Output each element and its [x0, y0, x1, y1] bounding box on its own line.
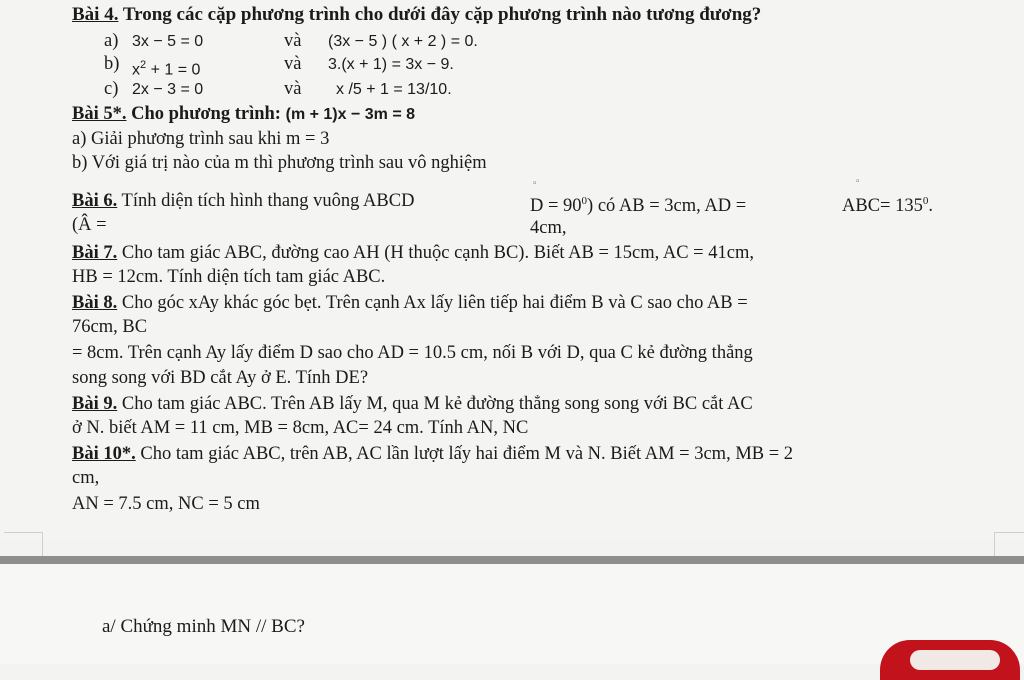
b6-d-angle: [530, 190, 746, 217]
b6-number: Bài 6.: [72, 191, 118, 211]
b7-number: Bài 7.: [72, 243, 118, 263]
b6-d-rest: ) có AB = 3cm, AD =: [587, 196, 747, 217]
b4-b-and: và: [284, 54, 302, 74]
b6-line2-left: (Â =: [72, 215, 107, 235]
angle-mark-icon: ▫: [856, 176, 860, 187]
page-divider: [0, 556, 1024, 564]
b4-c-and: và: [284, 79, 302, 99]
b4-b-eq1: [132, 54, 200, 81]
b4-c-eq2: x /5 + 1 = 13/10.: [336, 81, 452, 98]
b4-b-label: b): [104, 54, 120, 74]
b4-b-eq1-rest: + 1 = 0: [146, 61, 201, 79]
b4-a-label: a): [104, 31, 119, 51]
b5-title-text: Cho phương trình:: [126, 104, 286, 124]
b10-line1: [72, 443, 793, 465]
b7-text: Cho tam giác ABC, đường cao AH (H thuộc cạnh BC). Biết AB = 15cm, AC = 41cm,: [117, 243, 754, 263]
b8-text: Cho góc xAy khác góc bẹt. Trên cạnh Ax lấy liên tiếp hai điểm B và C sao cho AB =: [117, 293, 748, 313]
b6-d-exp: 0: [581, 195, 588, 207]
b10-line3: AN = 7.5 cm, NC = 5 cm: [72, 494, 260, 514]
b5-equation: (m + 1)x − 3m = 8: [285, 106, 416, 123]
b5-part-b: b) Với giá trị nào của m thì phương trình sau vô nghiệm: [72, 153, 487, 173]
b4-a-and: và: [284, 31, 302, 51]
lower-page: [0, 564, 1024, 664]
b4-a-eq2: (3x − 5 ) ( x + 2 ) = 0.: [328, 33, 478, 50]
b8-line3: = 8cm. Trên cạnh Ay lấy điểm D sao cho AD = 10.5 cm, nối B với D, qua C kẻ đường thẳng: [72, 343, 753, 363]
b8-line2: 76cm, BC: [72, 317, 148, 337]
b7-line2: HB = 12cm. Tính diện tích tam giác ABC.: [72, 267, 386, 287]
b9-line1: [72, 393, 753, 415]
b6-line2-mid: 4cm,: [530, 218, 567, 238]
b6-abc-text: ABC= 135: [842, 196, 923, 217]
b9-number: Bài 9.: [72, 394, 118, 414]
b4-c-eq1: 2x − 3 = 0: [132, 81, 204, 98]
b6-d-angle-text: D = 90: [530, 196, 582, 217]
b4-b-eq2: 3.(x + 1) = 3x − 9.: [328, 56, 454, 73]
b6-abc-exp: 0: [922, 195, 929, 207]
b10-line2: cm,: [72, 468, 100, 488]
b4-title: [72, 4, 761, 26]
b5-title: [72, 103, 415, 126]
sticker-highlight: [910, 650, 1000, 670]
b7-line1: [72, 242, 754, 264]
b8-number: Bài 8.: [72, 293, 118, 313]
b5-part-a: a) Giải phương trình sau khi m = 3: [72, 129, 330, 149]
b6-abc-end: .: [928, 196, 933, 217]
b4-a-eq1: 3x − 5 = 0: [132, 33, 204, 50]
b8-line1: [72, 292, 748, 314]
b9-text: Cho tam giác ABC. Trên AB lấy M, qua M kẻ đường thẳng song song với BC cắt AC: [117, 394, 753, 414]
b6-line1: [72, 190, 414, 212]
b4-title-text: Trong các cặp phương trình cho dưới đây cặp phương trình nào tương đương?: [118, 4, 762, 25]
b4-item-c: [104, 78, 118, 100]
b8-line4: song song với BD cắt Ay ở E. Tính DE?: [72, 368, 369, 388]
lower-question: a/ Chứng minh MN // BC?: [102, 616, 305, 637]
b6-abc-angle: [842, 190, 933, 217]
b10-number: Bài 10*.: [72, 444, 136, 464]
b4-item-a: [104, 30, 118, 52]
b4-number: Bài 4.: [72, 4, 119, 25]
b6-text: Tính diện tích hình thang vuông ABCD: [117, 191, 415, 211]
b4-item-b: [104, 53, 119, 75]
b4-c-label: c): [104, 79, 119, 99]
b9-line2: ở N. biết AM = 11 cm, MB = 8cm, AC= 24 cm. Tính AN, NC: [72, 418, 529, 438]
b4-b-eq1-base: x: [132, 61, 140, 79]
b4-b-eq1-exp: 2: [140, 59, 147, 71]
angle-mark-icon: ▫: [533, 178, 537, 189]
b10-text: Cho tam giác ABC, trên AB, AC lần lượt lấy hai điểm M và N. Biết AM = 3cm, MB = 2: [135, 444, 794, 464]
b5-number: Bài 5*.: [72, 104, 127, 124]
